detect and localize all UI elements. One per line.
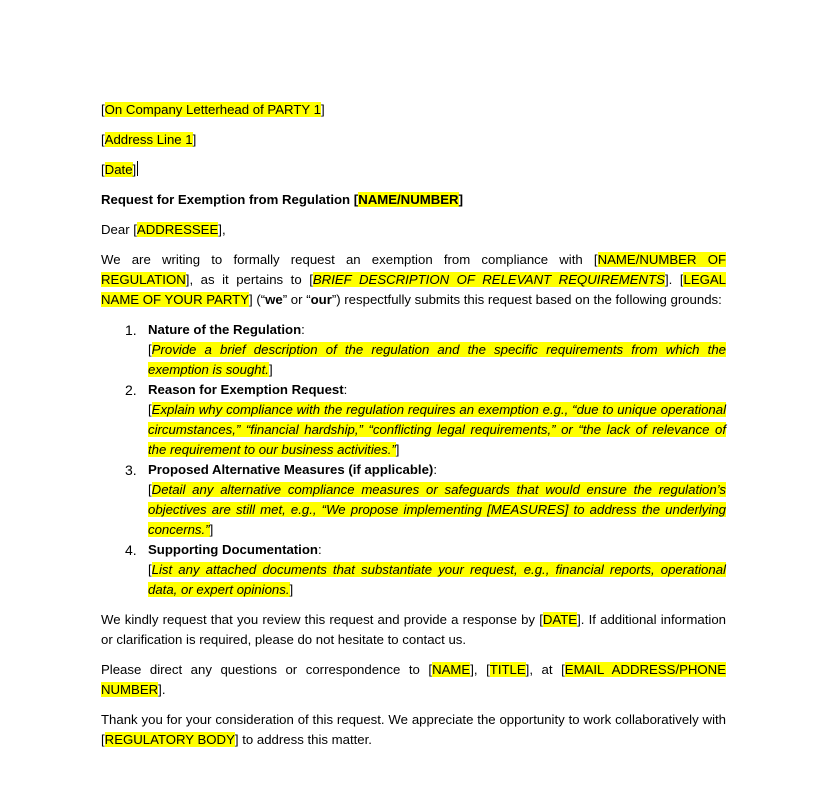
intro-text-5: ” or “ bbox=[282, 292, 311, 307]
response-text-2: . If additional information or clarification is required, please do not hesitate to contact us. bbox=[101, 612, 726, 647]
document-page bbox=[101, 100, 726, 760]
contact-email-placeholder[interactable]: EMAIL ADDRESS/PHONE NUMBER bbox=[101, 662, 727, 697]
list-item bbox=[101, 320, 726, 380]
subject-placeholder[interactable]: NAME/NUMBER bbox=[358, 192, 459, 207]
list-item-title: Proposed Alternative Measures (if applicable) bbox=[148, 462, 434, 477]
list-item-body: [List any attached documents that substantiate your request, e.g., financial reports, operational data, or expert opinions.] bbox=[148, 562, 726, 597]
list-item-body: [Provide a brief description of the regulation and the specific requirements from which the exemption is sought.] bbox=[148, 342, 726, 377]
we-term: we bbox=[265, 292, 283, 307]
contact-text-1: Please direct any questions or correspondence to bbox=[101, 662, 429, 677]
list-item-placeholder[interactable]: List any attached documents that substantiate your request, e.g., financial reports, operational data, or expert opinions. bbox=[148, 562, 726, 597]
contact-title-placeholder[interactable]: TITLE bbox=[489, 662, 526, 677]
list-item-title-line: Proposed Alternative Measures (if applicable): bbox=[148, 462, 437, 477]
closing-text-2: to address this matter. bbox=[238, 732, 372, 747]
response-paragraph: We kindly request that you review this request and provide a response by [DATE]. If additional information or clarification is required, please do not hesitate to contact us. bbox=[101, 612, 726, 647]
list-item-placeholder[interactable]: Detail any alternative compliance measures or safeguards that would ensure the regulation’s objectives are still met, e.g., “We propose implementing [MEASURES] to address the underlying concerns.” bbox=[148, 482, 726, 537]
list-item-title: Reason for Exemption Request bbox=[148, 382, 344, 397]
grounds-list bbox=[101, 320, 726, 600]
list-item-placeholder[interactable]: Provide a brief description of the regulation and the specific requirements from which the exemption is sought. bbox=[148, 342, 726, 377]
date-placeholder[interactable]: Date bbox=[104, 162, 133, 177]
closing-text-1: Thank you for your consideration of this request. We appreciate the opportunity to work collaboratively with bbox=[101, 712, 726, 727]
intro-text-3: . bbox=[668, 272, 680, 287]
salutation: Dear [ADDRESSEE], bbox=[101, 222, 226, 237]
letterhead-line: [On Company Letterhead of PARTY 1] bbox=[101, 102, 325, 117]
list-item-number: 2. bbox=[125, 382, 137, 398]
regulation-placeholder[interactable]: NAME/NUMBER OF REGULATION bbox=[101, 252, 727, 287]
list-item-number: 3. bbox=[125, 462, 137, 478]
list-item-title: Nature of the Regulation bbox=[148, 322, 302, 337]
response-text-1: We kindly request that you review this request and provide a response by bbox=[101, 612, 540, 627]
address-placeholder[interactable]: Address Line 1 bbox=[104, 132, 193, 147]
response-date-placeholder[interactable]: DATE bbox=[542, 612, 578, 627]
intro-text-4: (“ bbox=[252, 292, 266, 307]
date-line: [Date] bbox=[101, 162, 137, 177]
contact-text-2: , bbox=[473, 662, 487, 677]
addressee-placeholder[interactable]: ADDRESSEE bbox=[136, 222, 219, 237]
intro-text-2: , as it pertains to bbox=[189, 272, 310, 287]
list-item bbox=[101, 380, 726, 460]
list-item-title-line: Nature of the Regulation: bbox=[148, 322, 305, 337]
contact-paragraph: Please direct any questions or correspondence to [NAME], [TITLE], at [EMAIL ADDRESS/PHONE NUMBER]. bbox=[101, 662, 727, 697]
party-name-placeholder[interactable]: LEGAL NAME OF YOUR PARTY bbox=[101, 272, 727, 307]
salutation-prefix: Dear bbox=[101, 222, 134, 237]
list-item-number: 4. bbox=[125, 542, 137, 558]
closing-paragraph: Thank you for your consideration of this request. We appreciate the opportunity to work collaboratively with [REGULATORY BODY] to address this matter. bbox=[101, 712, 726, 747]
list-item bbox=[101, 460, 726, 540]
subject-line: Request for Exemption from Regulation [NAME/NUMBER] bbox=[101, 192, 463, 207]
salutation-suffix: , bbox=[221, 222, 226, 237]
contact-text-3: , at bbox=[529, 662, 562, 677]
intro-paragraph: We are writing to formally request an exemption from compliance with [NAME/NUMBER OF REGULATION], as it pertains to [BRIEF DESCRIPTION OF RELEVANT REQUIREMENTS]. [LEGAL NAME OF YOUR PARTY] (“we” or “our”) respectfully submits this request based on the following grounds: bbox=[101, 252, 727, 307]
contact-name-placeholder[interactable]: NAME bbox=[432, 662, 471, 677]
list-item-number: 1. bbox=[125, 322, 137, 338]
list-item bbox=[101, 540, 726, 600]
list-item-title-line: Supporting Documentation: bbox=[148, 542, 322, 557]
letterhead-placeholder[interactable]: On Company Letterhead of PARTY 1 bbox=[104, 102, 321, 117]
intro-text-1: We are writing to formally request an exemption from compliance with bbox=[101, 252, 594, 267]
text-cursor bbox=[137, 161, 138, 176]
list-item-placeholder[interactable]: Explain why compliance with the regulation requires an exemption e.g., “due to unique operational circumstances,” “financial hardship,” “conflicting legal requirements,” or “the lack of relevance of the requirement to our business activities.” bbox=[148, 402, 726, 457]
list-item-title: Supporting Documentation bbox=[148, 542, 318, 557]
address-line: [Address Line 1] bbox=[101, 132, 197, 147]
regulatory-body-placeholder[interactable]: REGULATORY BODY bbox=[104, 732, 235, 747]
intro-text-6: ”) respectfully submits this request based on the following grounds: bbox=[331, 292, 722, 307]
list-item-title-line: Reason for Exemption Request: bbox=[148, 382, 348, 397]
list-item-body: [Detail any alternative compliance measures or safeguards that would ensure the regulation’s objectives are still met, e.g., “We propose implementing [MEASURES] to address the underlying concerns.”] bbox=[148, 482, 726, 537]
subject-text: Request for Exemption from Regulation bbox=[101, 192, 354, 207]
requirements-placeholder[interactable]: BRIEF DESCRIPTION OF RELEVANT REQUIREMENTS bbox=[312, 272, 665, 287]
our-term: our bbox=[310, 292, 332, 307]
list-item-body: [Explain why compliance with the regulation requires an exemption e.g., “due to unique operational circumstances,” “financial hardship,” “conflicting legal requirements,” or “the lack of relevance of the requirement to our business activities.”] bbox=[148, 402, 726, 457]
contact-text-4: . bbox=[161, 682, 166, 697]
